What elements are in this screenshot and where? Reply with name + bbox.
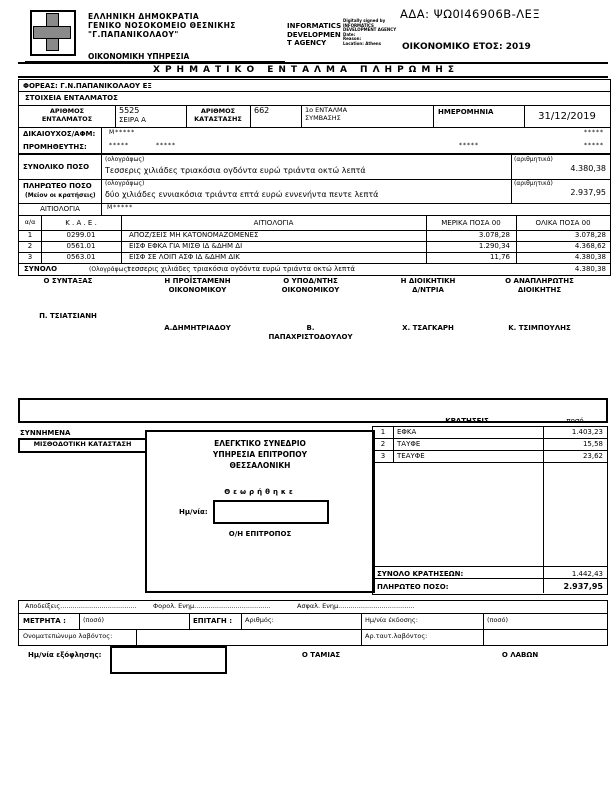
supplier-row [19,140,610,155]
supplier-value-1: ***** [109,142,129,149]
cash-label: ΜΕΤΡΗΤΑ : [23,617,66,625]
deduction-num: 1 [380,428,386,436]
payment-method-row [18,613,608,630]
net-payable-label: ΠΛΗΡΩΤΕΟ ΠΟΣΟ: [377,583,449,591]
cheque-issue-date-label: Ημ/νία έκδοσης: [365,616,418,624]
beneficiary-value: Μ***** [109,129,136,136]
stamp-line-6: Location: Athens [343,40,382,46]
kae-sum-words: τεσσερις χιλιάδες τριακόσια ογδόντα ευρώ τριάντα οκτώ λεπτά [127,265,356,273]
certificates-row [18,600,608,614]
audit-court-text: ΕΛΕΓΚΤΙΚΟ ΣΥΝΕΔΡΙΟ ΥΠΗΡΕΣΙΑ ΕΠΙΤΡΟΠΟΥ ΘΕΣΣΑΛΟΝΙΚΗ [212,439,308,470]
total-amount-value: 4.380,38 [570,164,606,173]
deduction-row [373,439,607,451]
kae-row-total: 4.368,62 [574,242,606,250]
recipient-id-field [483,630,607,645]
deductions-total-label: ΣΥΝΟΛΟ ΚΡΑΤΗΣΕΩΝ: [377,570,464,578]
recipient-signer-label: Ο ΛΑΒΩΝ [501,651,539,659]
kae-row-code: 0561.01 [66,242,96,250]
payable-amount-value: 2.937,95 [570,188,606,197]
cash-amount-hint: (ποσό) [83,616,105,624]
insurance-clearance-label: Ασφαλ. Ενημ..................................... [297,602,415,610]
contract-cell: 1ο ΕΝΤΑΛΜΑ ΣΥΜΒΑΣΗΣ [301,105,434,127]
recipient-name-label: Ονοματεπώνυμο λαβόντος: [23,632,113,640]
deductions-total-value: 1.442,43 [571,570,603,578]
approved-label: Θεωρήθηκε [224,488,296,496]
payment-date-label: Ημ/νία εξόφλησης: [28,651,102,659]
agency-line-1: INFORMATICS [287,22,342,30]
deductions-table [372,426,608,595]
kae-sum-words-label: (Ολογράφως) [89,266,130,273]
stamp-line-4: Date: [343,31,356,37]
kae-row-total: 3.078,28 [574,231,606,239]
approval-date-label: Ημ/νία: [179,508,208,516]
kae-row-code: 0299.01 [66,231,96,239]
payable-figures-cell: (αριθμητικά) 2.937,95 [514,180,606,197]
deduction-name: ΕΦΚΑ [397,428,417,436]
kae-col-total: ΟΛΙΚΑ ΠΟΣΑ 00 [535,219,591,227]
page-title: ΧΡΗΜΑΤΙΚΟ ΕΝΤΑΛΜΑ ΠΛΗΡΩΜΗΣ [153,65,459,75]
agency-name [287,22,343,48]
supplier-label: ΠΡΟΜΗΘΕΥΤΗΣ: [19,140,102,153]
kae-header-row [19,215,610,231]
total-amount-words: Τεσσερις χιλιάδες τριακόσια ογδόντα ευρώ τριάντα οκτώ λεπτά [105,166,366,175]
kae-sum-row [19,263,610,275]
kae-col-num: α/α [19,215,42,230]
deduction-num: 2 [380,440,386,448]
approval-date-box [213,500,329,524]
deduction-amount: 15,58 [582,440,603,448]
net-payable-value: 2.937,95 [563,582,603,591]
supplier-value-4: ***** [584,142,604,149]
tax-clearance-label: Φορολ. Ενημ..................................... [153,602,271,610]
payable-amount-words: δύο χιλιάδες εννιακόσια τριάντα επτά ευρώ εννενήντα πεντε λεπτά [105,190,379,199]
recipient-id-label: Αρ.ταυτ.λαβόντος: [365,632,428,640]
deduction-num: 3 [380,452,386,460]
in-figures-label: (αριθμητικά) [514,156,553,163]
agency-line-2: DEVELOPMEN [287,30,341,39]
reason-label: ΑΙΤΙΟΛΟΓΙΑ [19,203,102,215]
statement-no-value: 662 [254,106,270,115]
deductions-title: ΚΡΑΤΗΣΕΙΣ [445,417,489,425]
payable-amount-row [19,179,610,204]
section-title-row [19,91,610,106]
signature-name: Χ. ΤΣΑΓΚΑΡΗ [402,324,454,332]
date-value-cell [524,105,610,127]
ada-value: ΨΩ0Ι46906Β-ΛΕΞ [433,7,541,21]
foreas-value: ΦΟΡΕΑΣ: Γ.Ν.ΠΑΠΑΝΙΚΟΛΑΟΥ ΕΞ [23,82,152,90]
warrant-no-value: 5525 [119,106,140,115]
minus-deductions-note: (Μείον οι κρατήσεις) [25,192,96,199]
kae-row-num: 1 [27,231,33,239]
signature-col-ypodintis: Ο ΥΠΟΔ/ΝΤΗΣ ΟΙΚΟΝΟΜΙΚΟΥ Β. ΠΑΠΑΧΡΙΣΤΟΔΟΥΛΟΥ [258,277,363,341]
beneficiary-right-value: ***** [584,129,604,136]
recipient-name-field [136,630,362,645]
stamp-line-1: Digitally signed by [343,18,386,23]
kae-row-num: 2 [27,242,33,250]
kae-sum-label: ΣΥΝΟΛΟ [24,265,58,273]
warrant-no-label: ΑΡΙΘΜΟΣ ΕΝΤΑΛΜΑΤΟΣ [19,105,116,127]
signature-name: Π. ΤΣΙΑΤΣΙΑΝΗ [39,311,97,320]
org-department: ΟΙΚΟΝΟΜΙΚΗ ΥΠΗΡΕΣΙΑ [88,52,190,61]
signature-col-syntaxas: Ο ΣΥΝΤΑΞΑΣ Π. ΤΣΙΑΤΣΙΑΝΗ [18,277,118,320]
deductions-amount-col-label: ποσό [566,417,584,425]
in-words-label: (ολογράφως) [105,156,145,163]
reason-value: Μ***** [107,204,134,211]
org-line-2: ΓΕΝΙΚΟ ΝΟΣΟΚΟΜΕΙΟ ΘΕΣΝΙΚΗΣ [88,21,236,30]
org-line-1: ΕΛΛΗΝΙΚΗ ΔΗΜΟΚΡΑΤΙΑ [88,12,200,21]
kae-row-desc: ΑΠΟΖ/ΣΕΙΣ ΜΗ ΚΑΤΟΝΟΜΑΖΟΜΕΝΕΣ [129,231,259,239]
kae-row-num: 3 [27,253,33,261]
cheque-number-label: Αριθμός: [245,616,274,624]
kae-row-code: 0563.01 [66,253,96,261]
net-payable-row [373,579,607,593]
supplier-value-2: ***** [156,142,176,149]
cashier-label: Ο ΤΑΜΙΑΣ [301,651,341,659]
kae-row-desc: ΕΙΣΦ ΕΦΚΑ ΓΙΑ ΜΙΣΘ ΙΔ &ΔΗΜ ΔΙ [129,242,243,250]
total-figures-cell [511,155,610,179]
agency-line-3: T AGENCY [287,39,327,47]
section-title: ΣΤΟΙΧΕΙΑ ΕΝΤΑΛΜΑΤΟΣ [25,94,118,102]
receipts-label: Αποδείξεις..................................... [25,602,137,610]
attachments-value-box [18,438,147,453]
title-rule-top [18,62,608,64]
warrant-no-cell [116,105,187,127]
digital-signature-stamp [343,19,405,47]
date-label-cell: ΗΜΕΡΟΜΗΝΙΑ [433,105,525,127]
signature-col-dioikitiki: Η ΔΙΟΙΚΗΤΙΚΗ Δ/ΝΤΡΙΑ Χ. ΤΣΑΓΚΑΡΗ [378,277,478,333]
kae-row-partial: 1.290,34 [478,242,510,250]
stamp-line-5: Reason: [343,36,362,42]
warrant-details-table [18,79,611,276]
warrant-date: 31/12/2019 [538,111,596,122]
deduction-name: ΤΑΥΦΕ [397,440,421,448]
total-amount-label: ΣΥΝΟΛΙΚΟ ΠΟΣΟ [19,155,102,179]
kae-col-desc: ΑΙΤΙΟΛΟΓΙΑ [121,215,427,230]
hospital-cross-logo [30,10,76,56]
kae-row-total: 4.380,38 [574,253,606,261]
total-amount-row [19,155,610,180]
deductions-total-row [373,566,607,579]
deduction-row [373,451,607,463]
kae-row-partial: 11,76 [489,253,510,261]
payment-date-box [110,646,227,674]
org-line-3: "Γ.ΠΑΠΑΝΙΚΟΛΑΟΥ" [88,30,179,39]
stamp-line-3: DEVELOPMENT AGENCY [343,27,397,33]
deductions-filler-divider [543,462,544,566]
beneficiary-label: ΔΙΚΑΙΟΥΧΟΣ/ΑΦΜ: [19,127,102,140]
attachments-value: ΜΙΣΘΟΔΟΤΙΚΗ ΚΑΤΑΣΤΑΣΗ [33,440,132,448]
cheque-label: ΕΠΙΤΑΓΗ : [193,617,232,625]
statement-no-cell [251,105,302,127]
stamp-line-2: INFORMATICS [343,22,374,28]
total-words-cell [101,155,512,179]
deduction-name: ΤΕΑΥΦΕ [397,452,425,460]
kae-col-partial: ΜΕΡΙΚΑ ΠΟΣΑ 00 [426,215,517,230]
attachments-label: ΣΥΝΝΗΜΕΝΑ [20,429,71,437]
cheque-amount-hint: (ποσό) [487,616,509,624]
org-block [88,12,236,39]
fiscal-year: ΟΙΚΟΝΟΜΙΚΟ ΕΤΟΣ: 2019 [402,42,531,52]
series-value: ΣΕΙΡΑ Α [119,116,146,124]
recipient-row [18,629,608,646]
signature-col-proistameni: Η ΠΡΟΪΣΤΑΜΕΝΗ ΟΙΚΟΝΟΜΙΚΟΥ Α.ΔΗΜΗΤΡΙΑΔΟΥ [140,277,255,333]
deduction-amount: 1.403,23 [571,428,603,436]
signature-name: Κ. ΤΣΙΜΠΟΥΛΗΣ [508,324,571,332]
kae-col-code: Κ . Α . Ε . [41,215,122,230]
ada-label: ΑΔΑ: [400,7,430,21]
commissioner-label: Ο/Η ΕΠΙΤΡΟΠΟΣ [228,530,292,538]
signature-name: Α.ΔΗΜΗΤΡΙΑΔΟΥ [164,324,231,332]
beneficiary-row [19,127,610,140]
deduction-amount: 23,62 [582,452,603,460]
deduction-row [373,427,607,439]
payable-words-cell: (ολογράφως) δύο χιλιάδες εννιακόσια τριάντα επτά ευρώ εννενήντα πεντε λεπτά [101,179,512,203]
numbers-row [19,105,610,128]
ada-code [400,8,540,20]
audit-court-box [145,430,375,593]
supplier-value-3: ***** [459,142,479,149]
statement-no-label: ΑΡΙΘΜΟΣ ΚΑΤΑΣΤΑΣΗΣ [186,105,251,127]
kae-row-desc: ΕΙΣΦ ΣΕ ΛΟΙΠ ΑΣΦ ΙΔ &ΔΗΜ ΔΙΚ [129,253,240,261]
kae-sum-amount: 4.380,38 [574,265,606,273]
payable-amount-label: ΠΛΗΡΩΤΕΟ ΠΟΣΟ (Μείον οι κρατήσεις) [19,179,102,203]
cross-horizontal-bar [33,26,71,39]
signature-name: Β. ΠΑΠΑΧΡΙΣΤΟΔΟΥΛΟΥ [268,324,353,341]
title-rule-bottom [18,76,608,78]
kae-row-partial: 3.078,28 [478,231,510,239]
signature-col-anaplirotis: Ο ΑΝΑΠΛΗΡΩΤΗΣ ΔΙΟΙΚΗΤΗΣ Κ. ΤΣΙΜΠΟΥΛΗΣ [482,277,597,333]
